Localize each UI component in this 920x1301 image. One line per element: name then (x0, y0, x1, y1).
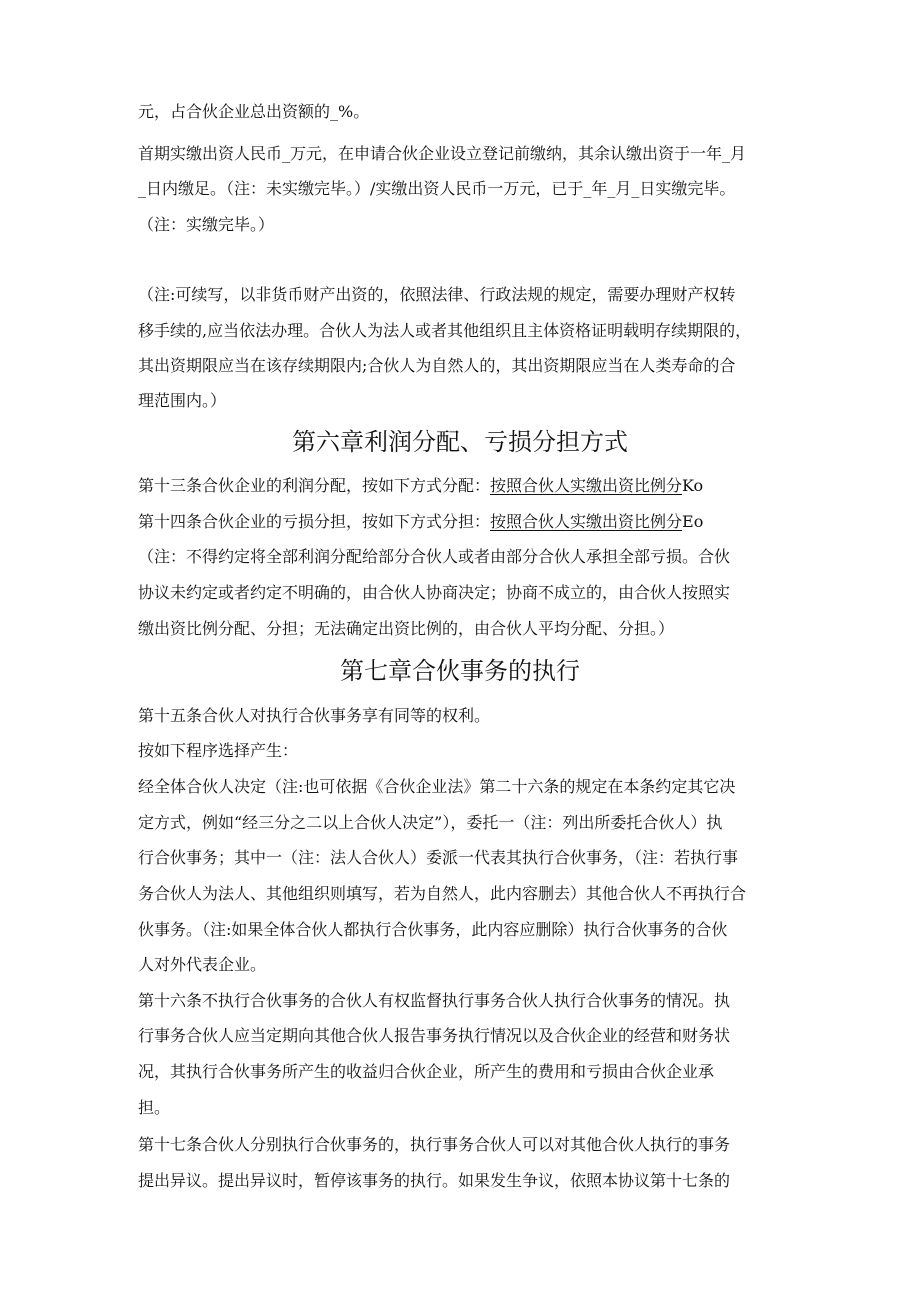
text-line: 人对外代表企业。 (138, 955, 267, 974)
text-line: 况，其执行合伙事务所产生的收益归合伙企业，所产生的费用和亏损由合伙企业承 (138, 1062, 715, 1081)
note-line: 理范围内。） (138, 391, 227, 410)
text-line: 第十五条合伙人对执行合伙事务享有同等的权利。 (138, 706, 491, 725)
text-line: （注：实缴完毕。） (138, 215, 275, 234)
article-suffix: Eo (682, 512, 704, 531)
article-13 (138, 475, 703, 497)
chapter-title: 第七章合伙事务的执行 (340, 657, 580, 685)
underlined-fill: 按照合伙人实缴出资比例分 (490, 512, 683, 531)
text-line: 第十六条不执行合伙事务的合伙人有权监督执行事务合伙人执行合伙事务的情况。执 (138, 991, 731, 1010)
article-text: 第十四条合伙企业的亏损分担，按如下方式分担： (138, 512, 491, 531)
note-line: 缴出资比例分配、分担；无法确定出资比例的，由合伙人平均分配、分担。） (138, 619, 675, 638)
text-line: 提出异议。提出异议时，暂停该事务的执行。如果发生争议，依照本协议第十七条的 (138, 1171, 731, 1190)
text-line: 担。 (138, 1098, 171, 1117)
text-line: _日内缴足。（注：未实缴完毕。）/实缴出资人民币一万元，已于_年_月_日实缴完毕。 (138, 179, 736, 198)
text-line: 按如下程序选择产生： (138, 741, 299, 760)
article-suffix: Ko (682, 476, 704, 495)
text-line: 定方式，例如“经三分之二以上合伙人决定”），委托一（注：列出所委托合伙人）执 (138, 813, 723, 832)
text-line: 行合伙事务；其中一（注：法人合伙人）委派一代表其执行合伙事务，（注：若执行事 (138, 848, 739, 867)
note-line: （注：不得约定将全部利润分配给部分合伙人或者由部分合伙人承担全部亏损。合伙 (138, 547, 731, 566)
note-line: 移手续的,应当依法办理。合伙人为法人或者其他组织且主体资格证明载明存续期限的， (138, 321, 752, 340)
text-line: 务合伙人为法人、其他组织则填写，若为自然人，此内容删去）其他合伙人不再执行合 (138, 884, 747, 903)
note-line: （注:可续写，以非货币财产出资的，依照法律、行政法规的规定，需要办理财产权转 (138, 285, 736, 304)
chapter-title: 第六章利润分配、亏损分担方式 (292, 428, 628, 456)
text-line: 行事务合伙人应当定期向其他合伙人报告事务执行情况以及合伙企业的经营和财务状 (138, 1026, 731, 1045)
article-text: 第十三条合伙企业的利润分配，按如下方式分配： (138, 476, 491, 495)
text-line: 元，占合伙企业总出资额的_%。 (138, 102, 370, 121)
text-line: 首期实缴出资人民币_万元，在申请合伙企业设立登记前缴纳，其余认缴出资于一年_月 (138, 144, 747, 163)
note-line: 协议未约定或者约定不明确的，由合伙人协商决定；协商不成立的，由合伙人按照实 (138, 583, 731, 602)
article-14 (138, 511, 703, 533)
text-line: 第十七条合伙人分别执行合伙事务的，执行事务合伙人可以对其他合伙人执行的事务 (138, 1135, 731, 1154)
text-line: 伙事务。（注:如果全体合伙人都执行合伙事务，此内容应删除）执行合伙事务的合伙 (138, 920, 728, 939)
underlined-fill: 按照合伙人实缴出资比例分 (490, 476, 683, 495)
text-line: 经全体合伙人决定（注:也可依据《合伙企业法》第二十六条的规定在本条约定其它决 (138, 777, 736, 796)
note-line: 其出资期限应当在该存续期限内;合伙人为自然人的，其出资期限应当在人类寿命的合 (138, 356, 736, 375)
